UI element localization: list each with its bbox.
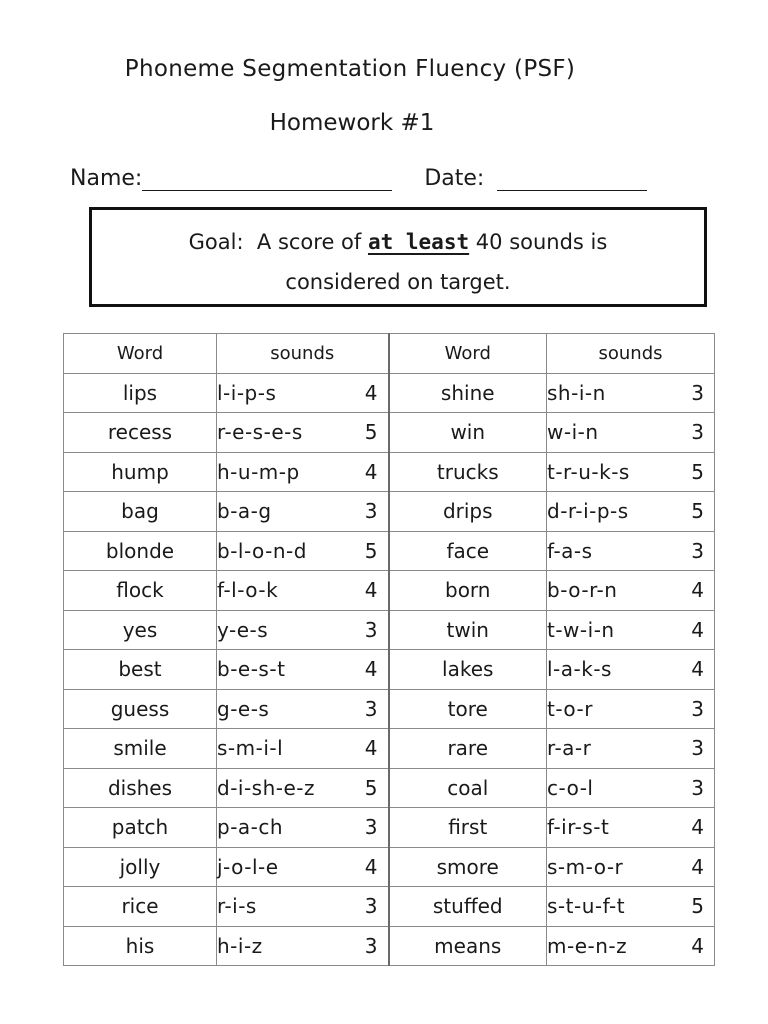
sound-count: 3 [364,894,378,919]
sound-segments: t-o-r [547,696,593,721]
table-row [64,492,715,532]
sounds-cell [217,926,389,966]
goal-line-1 [92,222,704,262]
table-row [64,610,715,650]
sound-segments: h-u-m-p [217,459,300,484]
sound-segments: f-ir-s-t [547,815,610,840]
psf-table [63,333,715,966]
sounds-cell [547,729,715,769]
sound-count: 4 [691,617,704,642]
word-cell: coal [389,768,547,808]
sound-segments: s-m-i-l [217,736,284,761]
sounds-cell [217,808,389,848]
sound-segments: f-a-s [547,538,593,563]
word-cell: win [389,413,547,453]
sound-count: 4 [364,459,378,484]
word-cell: recess [64,413,217,453]
page-subtitle: Homework #1 [269,110,435,136]
word-cell: stuffed [389,887,547,927]
sound-segments: f-l-o-k [217,578,279,603]
sound-segments: b-a-g [217,499,272,524]
sound-segments: t-w-i-n [547,617,615,642]
word-cell: dishes [64,768,217,808]
sound-segments: c-o-l [547,775,594,800]
sounds-cell [217,650,389,690]
sounds-cell [547,452,715,492]
word-cell: lips [64,373,217,413]
sound-count: 4 [364,854,378,879]
sound-segments: m-e-n-z [547,933,628,958]
sounds-cell [547,531,715,571]
goal-text [92,222,704,302]
sounds-cell [547,610,715,650]
sounds-cell [547,926,715,966]
table-row [64,808,715,848]
goal-suffix: 40 sounds is [469,230,608,254]
sound-count: 4 [691,578,704,603]
header-sounds-2: sounds [547,334,715,374]
sound-segments: sh-i-n [547,380,606,405]
goal-box [89,207,707,307]
word-cell: trucks [389,452,547,492]
sound-segments: h-i-z [217,933,263,958]
sounds-cell [547,689,715,729]
page-title: Phoneme Segmentation Fluency (PSF) [124,56,576,82]
sounds-cell [217,768,389,808]
sounds-cell [547,413,715,453]
table-row [64,571,715,611]
sound-segments: b-e-s-t [217,657,286,682]
word-cell: his [64,926,217,966]
name-blank[interactable] [142,168,392,191]
sound-count: 3 [691,736,704,761]
goal-prefix: Goal: A score of [188,230,368,254]
sound-count: 3 [691,775,704,800]
word-cell: smile [64,729,217,769]
sounds-cell [217,847,389,887]
sound-count: 3 [364,815,378,840]
word-cell: drips [389,492,547,532]
word-cell: smore [389,847,547,887]
word-cell: lakes [389,650,547,690]
word-cell: yes [64,610,217,650]
sounds-cell [547,650,715,690]
sound-count: 5 [364,420,378,445]
sound-count: 3 [691,420,704,445]
sound-segments: l-i-p-s [217,380,277,405]
sounds-cell [217,452,389,492]
sound-segments: b-l-o-n-d [217,538,307,563]
sound-count: 4 [364,578,378,603]
sounds-cell [547,847,715,887]
sound-count: 5 [691,459,704,484]
sounds-cell [217,689,389,729]
sounds-cell [547,571,715,611]
sound-count: 4 [364,736,378,761]
sound-segments: r-a-r [547,736,592,761]
sounds-cell [217,729,389,769]
sounds-cell [547,492,715,532]
word-cell: hump [64,452,217,492]
word-cell: guess [64,689,217,729]
goal-emphasis: at least [367,230,470,254]
sound-count: 3 [691,380,704,405]
table-row [64,926,715,966]
sounds-cell [217,887,389,927]
sounds-cell [217,413,389,453]
goal-line-2: considered on target. [285,270,511,294]
sounds-cell [217,610,389,650]
word-cell: means [389,926,547,966]
sound-segments: y-e-s [217,617,269,642]
sounds-cell [217,492,389,532]
sound-segments: d-i-sh-e-z [217,775,316,800]
sound-segments: b-o-r-n [547,578,618,603]
word-cell: patch [64,808,217,848]
sound-count: 5 [691,499,704,524]
table-header-row [64,334,715,374]
word-cell: flock [64,571,217,611]
sound-count: 4 [364,380,378,405]
sound-segments: j-o-l-e [217,854,279,879]
sound-count: 4 [691,815,704,840]
sound-count: 3 [691,696,704,721]
sound-count: 5 [364,538,378,563]
word-cell: born [389,571,547,611]
word-cell: bag [64,492,217,532]
sound-count: 3 [364,617,378,642]
sound-segments: s-t-u-f-t [547,894,626,919]
table-row [64,650,715,690]
table-row [64,768,715,808]
table-row [64,689,715,729]
sounds-cell [217,531,389,571]
word-cell: face [389,531,547,571]
name-label: Name: [70,166,143,191]
sounds-cell [217,373,389,413]
table-row [64,373,715,413]
date-label: Date: [424,166,485,191]
date-blank[interactable] [497,168,647,191]
word-cell: tore [389,689,547,729]
sound-segments: r-i-s [217,894,257,919]
sound-segments: d-r-i-p-s [547,499,629,524]
table-row [64,531,715,571]
sound-segments: s-m-o-r [547,854,624,879]
header-word-2: Word [389,334,547,374]
sound-count: 3 [364,696,378,721]
sound-count: 3 [364,933,378,958]
sounds-cell [547,808,715,848]
word-cell: jolly [64,847,217,887]
word-cell: first [389,808,547,848]
table-body [64,373,715,966]
sounds-cell [547,373,715,413]
sounds-cell [547,768,715,808]
sound-count: 4 [364,657,378,682]
table-row [64,729,715,769]
word-cell: blonde [64,531,217,571]
sound-segments: t-r-u-k-s [547,459,630,484]
header-sounds-1: sounds [217,334,389,374]
word-cell: best [64,650,217,690]
sound-count: 3 [691,538,704,563]
header-word-1: Word [64,334,217,374]
sound-segments: p-a-ch [217,815,284,840]
sound-segments: w-i-n [547,420,599,445]
sound-count: 4 [691,854,704,879]
sound-segments: g-e-s [217,696,270,721]
table-row [64,887,715,927]
name-date-line [70,166,647,191]
table-row [64,413,715,453]
table-row [64,847,715,887]
sound-count: 3 [364,499,378,524]
sound-segments: l-a-k-s [547,657,612,682]
sounds-cell [547,887,715,927]
sound-count: 4 [691,933,704,958]
sound-segments: r-e-s-e-s [217,420,303,445]
sound-count: 5 [691,894,704,919]
word-cell: shine [389,373,547,413]
sound-count: 5 [364,775,378,800]
word-cell: rare [389,729,547,769]
word-cell: twin [389,610,547,650]
sound-count: 4 [691,657,704,682]
sounds-cell [217,571,389,611]
table-row [64,452,715,492]
word-cell: rice [64,887,217,927]
